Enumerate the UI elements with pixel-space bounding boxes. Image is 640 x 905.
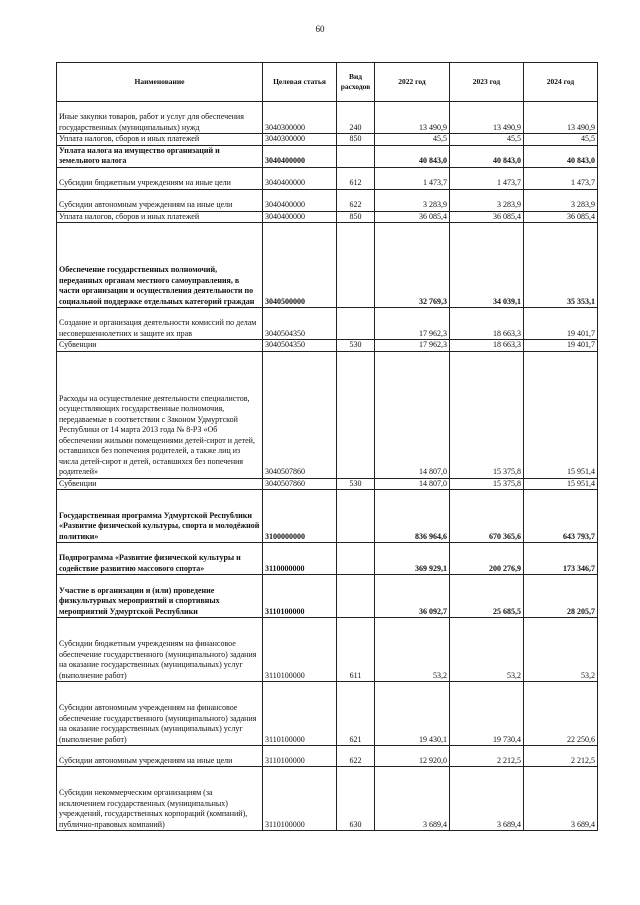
row-target-article: 3100000000: [263, 490, 337, 543]
table-row: [57, 145, 598, 167]
budget-table: [56, 62, 598, 831]
row-target-article: 3040504350: [263, 308, 337, 340]
row-expense-type: 622: [337, 746, 375, 767]
page-number: 60: [315, 24, 325, 34]
table-row: [57, 102, 598, 134]
row-amount-2024: 53,2: [524, 618, 598, 682]
row-amount-2024: 15 951,4: [524, 351, 598, 478]
row-amount-2024: 3 689,4: [524, 767, 598, 831]
row-name: Уплата налогов, сборов и иных платежей: [57, 211, 263, 223]
table-row: [57, 682, 598, 746]
row-expense-type: [337, 223, 375, 308]
row-amount-2024: 40 843,0: [524, 145, 598, 167]
table-row: [57, 543, 598, 575]
row-amount-2023: 53,2: [450, 618, 524, 682]
row-amount-2022: 369 929,1: [375, 543, 450, 575]
table-row: [57, 308, 598, 340]
row-expense-type: [337, 145, 375, 167]
row-amount-2022: 14 807,0: [375, 351, 450, 478]
row-target-article: 3040400000: [263, 145, 337, 167]
row-amount-2023: 18 663,3: [450, 340, 524, 352]
row-amount-2024: 3 283,9: [524, 189, 598, 211]
row-target-article: 3110000000: [263, 543, 337, 575]
row-amount-2022: 12 920,0: [375, 746, 450, 767]
row-amount-2024: 35 353,1: [524, 223, 598, 308]
row-name: Участие в организации и (или) проведение физкультурных мероприятий и спортивных мероприятий Удмуртской Республики: [57, 575, 263, 618]
table-row: [57, 767, 598, 831]
row-target-article: 3040400000: [263, 189, 337, 211]
row-amount-2022: 36 092,7: [375, 575, 450, 618]
row-name: Уплата налогов, сборов и иных платежей: [57, 134, 263, 146]
table-row: [57, 340, 598, 352]
row-name: Субвенции: [57, 478, 263, 490]
row-name: Субсидии некоммерческим организациям (за исключением государственных (муниципальных) учреждений, государственных корпораций (компаний), публично-правовых компаний): [57, 767, 263, 831]
row-amount-2023: 25 685,5: [450, 575, 524, 618]
row-target-article: 3110100000: [263, 767, 337, 831]
row-amount-2022: 836 964,6: [375, 490, 450, 543]
row-name: Создание и организация деятельности комиссий по делам несовершеннолетних и защите их прав: [57, 308, 263, 340]
header-target-article: Целевая статья: [263, 63, 337, 102]
row-name: Государственная программа Удмуртской Республики «Развитие физической культуры, спорта и молодёжной политики»: [57, 490, 263, 543]
row-amount-2022: 1 473,7: [375, 167, 450, 189]
table-header-row: [57, 63, 598, 102]
row-amount-2023: 3 689,4: [450, 767, 524, 831]
row-amount-2023: 18 663,3: [450, 308, 524, 340]
row-amount-2022: 32 769,3: [375, 223, 450, 308]
row-name: Подпрограмма «Развитие физической культуры и содействие развитию массового спорта»: [57, 543, 263, 575]
header-2024: 2024 год: [524, 63, 598, 102]
row-amount-2024: 45,5: [524, 134, 598, 146]
row-expense-type: 621: [337, 682, 375, 746]
row-target-article: 3110100000: [263, 746, 337, 767]
table-body: [57, 102, 598, 831]
table-row: [57, 746, 598, 767]
row-expense-type: 240: [337, 102, 375, 134]
table-row: [57, 618, 598, 682]
table-row: [57, 211, 598, 223]
row-amount-2023: 3 283,9: [450, 189, 524, 211]
row-name: Субвенции: [57, 340, 263, 352]
row-target-article: 3040507860: [263, 351, 337, 478]
row-expense-type: 611: [337, 618, 375, 682]
row-expense-type: 850: [337, 211, 375, 223]
table-row: [57, 490, 598, 543]
row-amount-2024: 22 250,6: [524, 682, 598, 746]
row-expense-type: [337, 351, 375, 478]
row-amount-2024: 19 401,7: [524, 308, 598, 340]
row-expense-type: 850: [337, 134, 375, 146]
row-target-article: 3040300000: [263, 102, 337, 134]
row-amount-2022: 36 085,4: [375, 211, 450, 223]
row-amount-2023: 34 039,1: [450, 223, 524, 308]
row-target-article: 3040400000: [263, 211, 337, 223]
row-amount-2022: 14 807,0: [375, 478, 450, 490]
row-target-article: 3040500000: [263, 223, 337, 308]
row-target-article: 3040507860: [263, 478, 337, 490]
row-amount-2023: 2 212,5: [450, 746, 524, 767]
row-amount-2022: 3 283,9: [375, 189, 450, 211]
row-amount-2023: 45,5: [450, 134, 524, 146]
row-expense-type: 612: [337, 167, 375, 189]
row-amount-2023: 200 276,9: [450, 543, 524, 575]
row-amount-2024: 19 401,7: [524, 340, 598, 352]
row-amount-2023: 19 730,4: [450, 682, 524, 746]
row-amount-2024: 28 205,7: [524, 575, 598, 618]
table-row: [57, 167, 598, 189]
row-amount-2022: 17 962,3: [375, 340, 450, 352]
row-amount-2023: 15 375,8: [450, 478, 524, 490]
row-amount-2023: 15 375,8: [450, 351, 524, 478]
table-row: [57, 189, 598, 211]
row-amount-2024: 643 793,7: [524, 490, 598, 543]
row-amount-2024: 13 490,9: [524, 102, 598, 134]
row-amount-2024: 15 951,4: [524, 478, 598, 490]
table-row: [57, 575, 598, 618]
row-amount-2024: 173 346,7: [524, 543, 598, 575]
row-name: Расходы на осуществление деятельности специалистов, осуществляющих государственные полномочия, передаваемые в соответствии с Законом Удмуртской Республики от 14 марта 2013 года № 8-РЗ «Об обеспечении жилыми помещениями детей-сирот и детей, оставшихся без попечения родителей, а также лиц из числа детей-сирот и детей, оставшихся без попечения родителей»: [57, 351, 263, 478]
row-amount-2022: 45,5: [375, 134, 450, 146]
row-target-article: 3040400000: [263, 167, 337, 189]
row-name: Субсидии автономным учреждениям на финансовое обеспечение государственного (муниципального) задания на оказание государственных (муниципальных) услуг (выполнение работ): [57, 682, 263, 746]
row-amount-2022: 17 962,3: [375, 308, 450, 340]
row-name: Субсидии бюджетным учреждениям на финансовое обеспечение государственного (муниципального) задания на оказание государственных (муниципальных) услуг (выполнение работ): [57, 618, 263, 682]
row-expense-type: 530: [337, 340, 375, 352]
row-amount-2023: 1 473,7: [450, 167, 524, 189]
row-amount-2022: 19 430,1: [375, 682, 450, 746]
row-expense-type: [337, 543, 375, 575]
row-target-article: 3040300000: [263, 134, 337, 146]
row-amount-2024: 36 085,4: [524, 211, 598, 223]
row-amount-2022: 53,2: [375, 618, 450, 682]
header-expense-type: Вид расходов: [337, 63, 375, 102]
row-expense-type: [337, 575, 375, 618]
row-name: Иные закупки товаров, работ и услуг для обеспечения государственных (муниципальных) нужд: [57, 102, 263, 134]
row-amount-2022: 3 689,4: [375, 767, 450, 831]
row-expense-type: [337, 490, 375, 543]
row-amount-2023: 670 365,6: [450, 490, 524, 543]
row-amount-2024: 2 212,5: [524, 746, 598, 767]
row-target-article: 3040504350: [263, 340, 337, 352]
row-expense-type: [337, 308, 375, 340]
row-name: Субсидии автономным учреждениям на иные цели: [57, 746, 263, 767]
row-amount-2024: 1 473,7: [524, 167, 598, 189]
row-target-article: 3110100000: [263, 682, 337, 746]
row-expense-type: 622: [337, 189, 375, 211]
row-name: Уплата налога на имущество организаций и земельного налога: [57, 145, 263, 167]
header-2022: 2022 год: [375, 63, 450, 102]
row-expense-type: 530: [337, 478, 375, 490]
row-amount-2023: 36 085,4: [450, 211, 524, 223]
header-name: Наименование: [57, 63, 263, 102]
table-row: [57, 351, 598, 478]
table-row: [57, 134, 598, 146]
row-name: Субсидии бюджетным учреждениям на иные цели: [57, 167, 263, 189]
row-expense-type: 630: [337, 767, 375, 831]
row-target-article: 3110100000: [263, 618, 337, 682]
row-name: Субсидии автономным учреждениям на иные цели: [57, 189, 263, 211]
row-amount-2022: 13 490,9: [375, 102, 450, 134]
row-amount-2023: 40 843,0: [450, 145, 524, 167]
table-row: [57, 478, 598, 490]
row-name: Обеспечение государственных полномочий, переданных органам местного самоуправления, в части организации и осуществления деятельности по социальной поддержке отдельных категорий граждан: [57, 223, 263, 308]
row-target-article: 3110100000: [263, 575, 337, 618]
table-row: [57, 223, 598, 308]
row-amount-2023: 13 490,9: [450, 102, 524, 134]
row-amount-2022: 40 843,0: [375, 145, 450, 167]
header-2023: 2023 год: [450, 63, 524, 102]
